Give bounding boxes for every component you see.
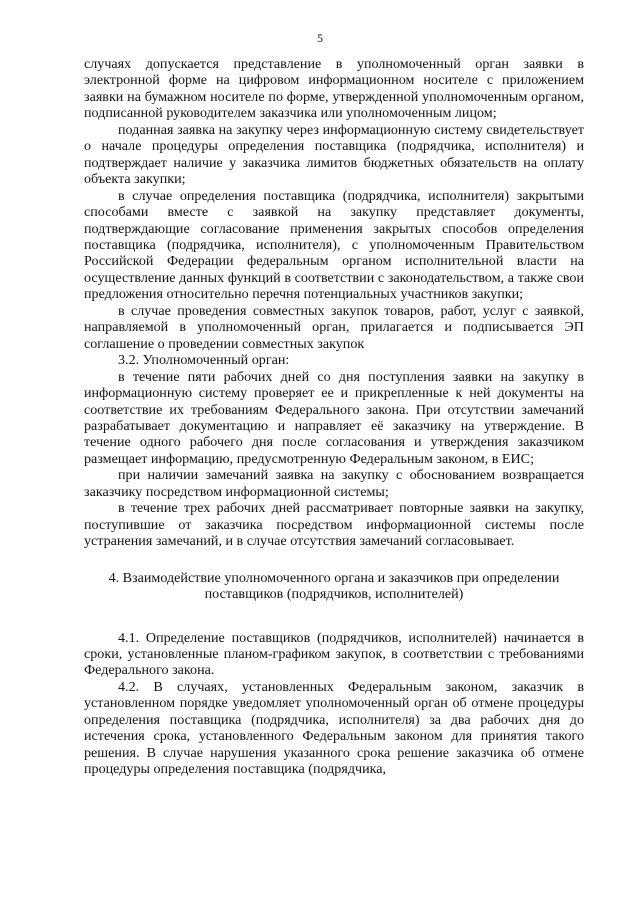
paragraph-clause-4-2: 4.2. В случаях, установленных Федеральным законом, заказчик в установленном порядке уведомляет уполномоченный орган об отмене процедуры определения поставщика (подрядчика, исполнителя) за два рабочих дня до истечения срока, установленного Федеральным законом для принятия такого решения. В случае нарушения указанного срока решение заказчика об отмене процедуры определения поставщика (подрядчика, bbox=[84, 678, 584, 778]
paragraph-five-days-review: в течение пяти рабочих дней со дня поступления заявки на закупку в информационную систему проверяет ее и прикрепленные к ней документы на соответствие их требованиям Федерального закона. При отсутствии замечаний разрабатывает документацию и направляет её заказчику на утверждение. В течение одного рабочего дня после согласования и утверждения заказчиком размещает информацию, предусмотренную Федеральным законом, в ЕИС; bbox=[84, 368, 584, 467]
section-heading-4: 4. Взаимодействие уполномоченного органа и заказчиков при определении поставщиков (подрядчиков, исполнителей) bbox=[108, 569, 560, 603]
paragraph-joint-procurement: в случае проведения совместных закупок товаров, работ, услуг с заявкой, направляемой в уполномоченный орган, прилагается и подписывается ЭП соглашение о проведении совместных закупок bbox=[84, 302, 584, 352]
paragraph-three-days-review: в течение трех рабочих дней рассматривает повторные заявки на закупку, поступившие от заказчика посредством информационной системы после устранения замечаний, и в случае отсутствия замечаний согласовывает. bbox=[84, 500, 584, 550]
page-number: 5 bbox=[317, 31, 323, 45]
paragraph-application-submission: поданная заявка на закупку через информационную систему свидетельствует о начале процедуры определения поставщика (подрядчика, исполнителя) и подтверждает наличие у заказчика лимитов бюджетных обязательств на оплату объекта закупки; bbox=[84, 121, 584, 188]
paragraph-clause-3-2: 3.2. Уполномоченный орган: bbox=[118, 352, 290, 369]
document-body bbox=[84, 56, 584, 778]
paragraph-closed-methods: в случае определения поставщика (подрядчика, исполнителя) закрытыми способами вместе с заявкой на закупку представляет документы, подтверждающие согласование применения закрытых способов определения поставщика (подрядчика, исполнителя), с уполномоченным Правительством Российской Федерации федеральным органом исполнительной власти на осуществление данных функций в соответствии с законодательством, а также свои предложения относительно перечня потенциальных участников закупки; bbox=[84, 187, 584, 303]
paragraph-continuation: случаях допускается представление в уполномоченный орган заявки в электронной форме на цифровом информационном носителе с приложением заявки на бумажном носителе по форме, утвержденной уполномоченным органом, подписанной руководителем заказчика или уполномоченным лицом; bbox=[84, 56, 584, 122]
paragraph-remarks-return: при наличии замечаний заявка на закупку с обоснованием возвращается заказчику посредством информационной системы; bbox=[84, 467, 584, 500]
paragraph-clause-4-1: 4.1. Определение поставщиков (подрядчиков, исполнителей) начинается в сроки, установленные планом-графиком закупок, в соответствии с требованиями Федерального закона. bbox=[84, 629, 584, 679]
